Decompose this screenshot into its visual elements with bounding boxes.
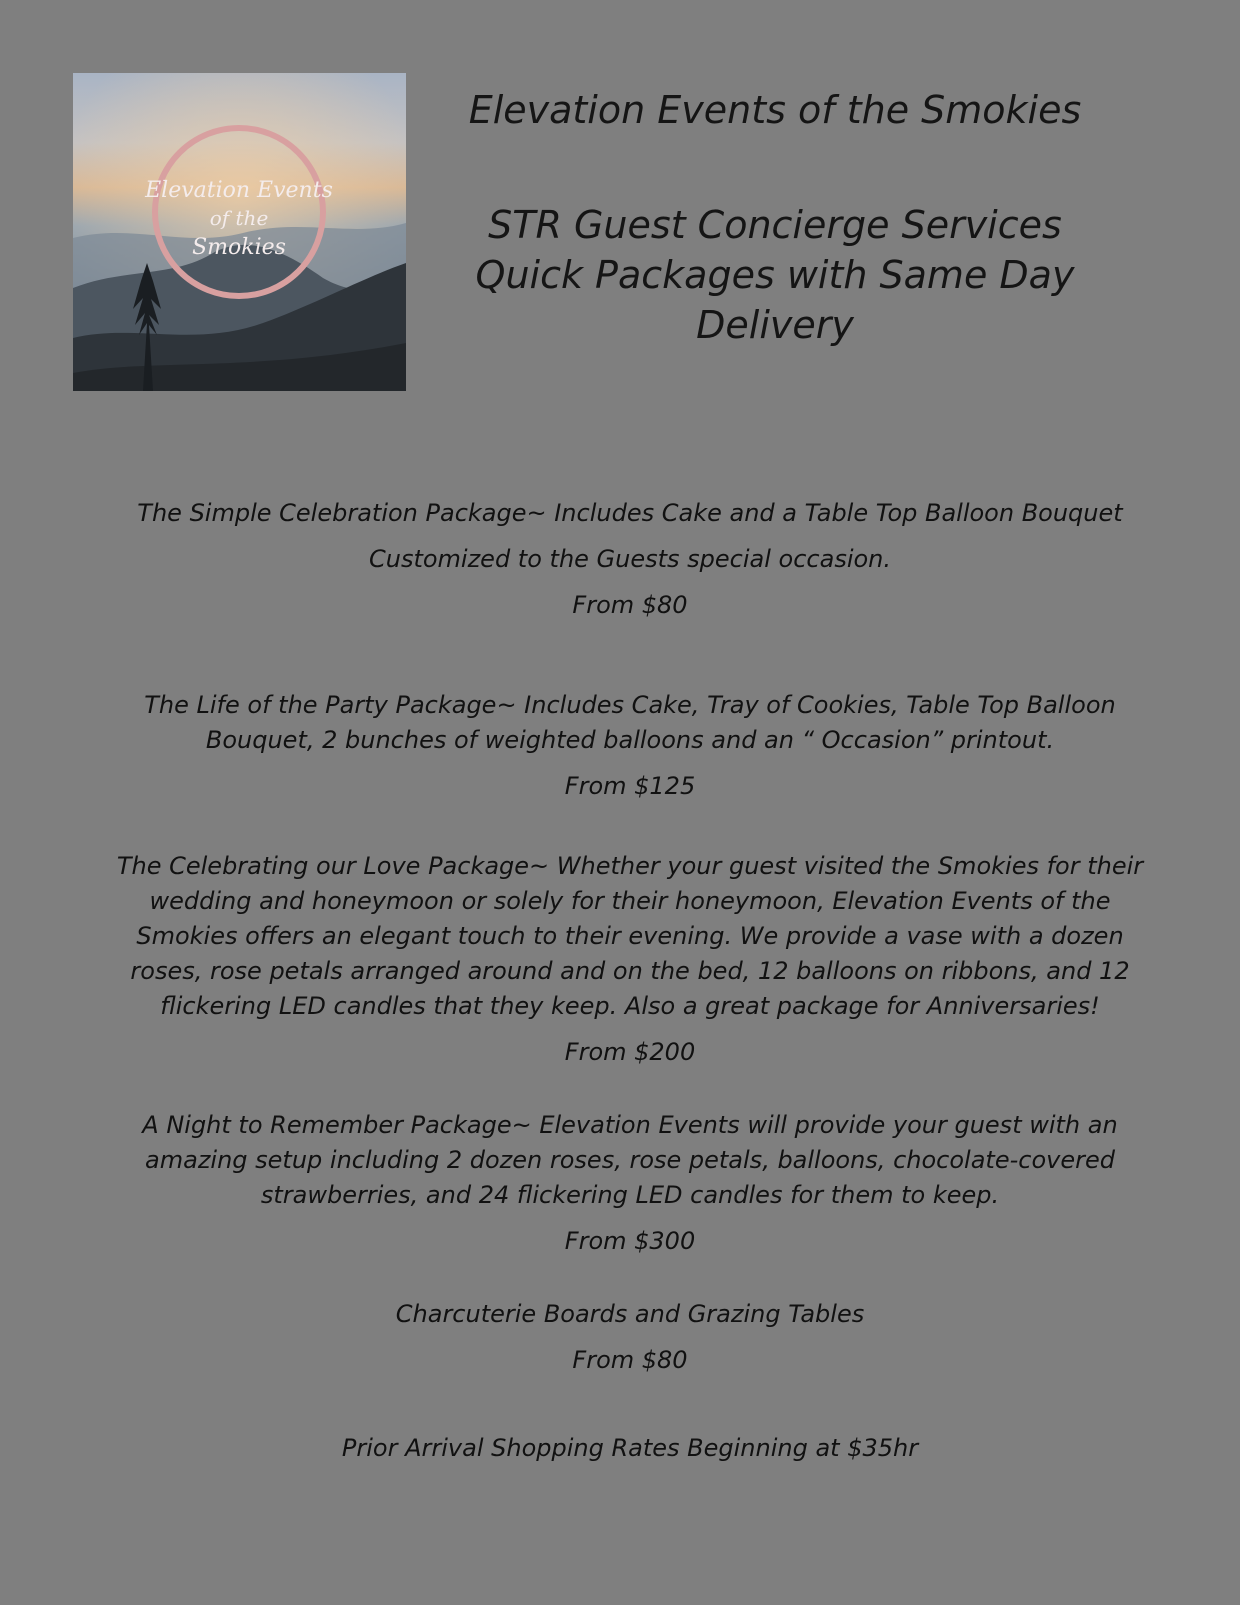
package-price: From $200 [564,1038,696,1066]
package-description-line: roses, rose petals arranged around and on the bed, 12 balloons on ribbons, and 12 [130,957,1130,985]
shopping-rates-text: Prior Arrival Shopping Rates Beginning at $35hr [341,1434,919,1462]
package-description-line: strawberries, and 24 flickering LED candles for them to keep. [260,1181,1000,1209]
celebrating-our-love-package [85,849,1175,1070]
package-price: From $300 [564,1227,696,1255]
company-logo [73,73,406,391]
logo-image [73,73,406,391]
package-description-line: The Simple Celebration Package~ Includes Cake and a Table Top Balloon Bouquet [137,499,1123,527]
package-description-line: Charcuterie Boards and Grazing Tables [395,1300,865,1328]
shopping-rates [85,1431,1175,1466]
charcuterie-package [85,1297,1175,1378]
logo-line-1: Elevation Events [145,178,333,203]
header [430,78,1120,350]
package-description-line: flickering LED candles that they keep. Also a great package for Anniversaries! [160,992,1100,1020]
company-name: Elevation Events of the Smokies [468,88,1082,132]
package-description-line: amazing setup including 2 dozen roses, rose petals, balloons, chocolate-covered [145,1146,1115,1174]
services-title-line-1: STR Guest Concierge Services [488,203,1062,247]
logo-line-2: of the [209,206,269,230]
package-price: From $125 [564,772,696,800]
logo-line-3: Smokies [192,235,286,260]
package-description-line: The Celebrating our Love Package~ Whether your guest visited the Smokies for their [116,852,1144,880]
life-of-the-party-package [85,688,1175,804]
package-description-line: Bouquet, 2 bunches of weighted balloons and an “ Occasion” printout. [205,726,1055,754]
services-title-line-3: Delivery [696,303,854,347]
package-price: From $80 [572,591,688,619]
package-description-line: Customized to the Guests special occasion. [368,545,892,573]
package-price: From $80 [572,1346,688,1374]
package-description-line: Smokies offers an elegant touch to their evening. We provide a vase with a dozen [136,922,1124,950]
night-to-remember-package [85,1108,1175,1259]
services-title-line-2: Quick Packages with Same Day [475,253,1075,297]
package-list [85,490,1175,1466]
package-description-line: The Life of the Party Package~ Includes Cake, Tray of Cookies, Table Top Balloon [144,691,1116,719]
package-description-line: wedding and honeymoon or solely for their honeymoon, Elevation Events of the [149,887,1111,915]
package-description-line: A Night to Remember Package~ Elevation Events will provide your guest with an [142,1111,1118,1139]
simple-celebration-package [85,490,1175,628]
